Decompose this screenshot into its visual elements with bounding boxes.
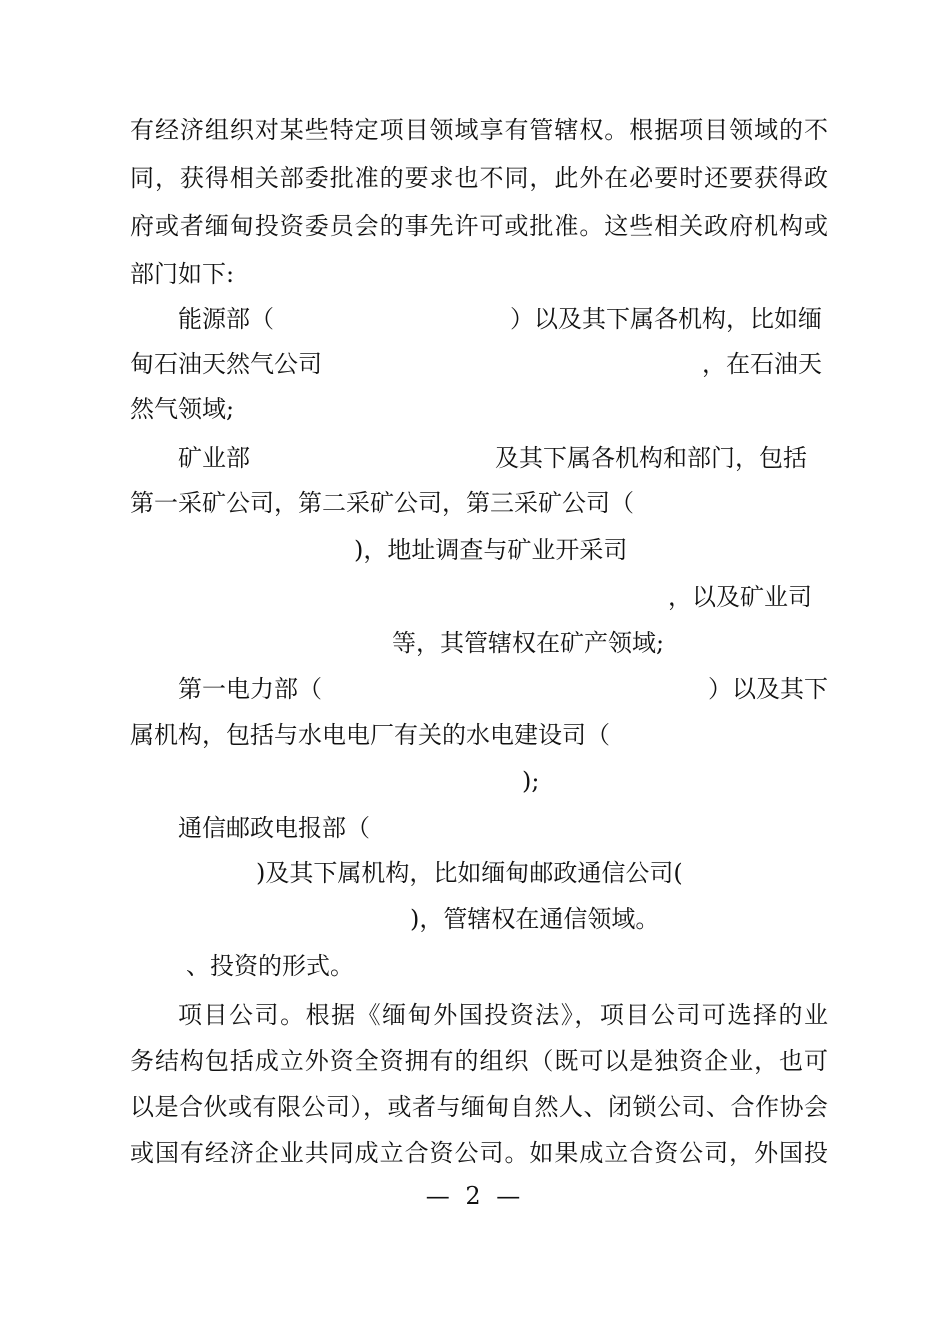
paragraph-line: 然气领域; (130, 395, 235, 423)
text-segment: 、投资的形式。 (186, 952, 354, 980)
text-segment: 等，其管辖权在矿产领域; (392, 629, 665, 657)
paragraph-line: 以是合伙或有限公司），或者与缅甸自然人、闭锁公司、合作协会 (130, 1093, 828, 1121)
paragraph-line: 属机构，包括与水电电厂有关的水电建设司（ (130, 721, 610, 749)
paragraph-line (130, 621, 828, 665)
paragraph-line (130, 342, 828, 386)
text-segment: ，以及矿业司 (668, 583, 812, 611)
text-segment: 甸石油天然气公司 (130, 350, 322, 378)
paragraph-line (130, 528, 828, 572)
paragraph-line: 第一采矿公司，第二采矿公司，第三采矿公司（ (130, 489, 634, 517)
paragraph-line: 务结构包括成立外资全资拥有的组织（既可以是独资企业，也可 (130, 1047, 828, 1075)
paragraph-line (130, 806, 828, 850)
paragraph-line (130, 297, 828, 341)
text-segment: ）以及其下属各机构，比如缅 (510, 305, 822, 333)
paragraph-line (130, 575, 828, 619)
paragraph-line: 或国有经济企业共同成立合资公司。如果成立合资公司，外国投 (130, 1139, 828, 1167)
paragraph-line: 有经济组织对某些特定项目领域享有管辖权。根据项目领域的不 (130, 116, 828, 144)
paragraph-line (130, 759, 828, 803)
text-segment: 及其下属各机构和部门，包括 (495, 444, 807, 472)
text-segment: 能源部（ (178, 305, 274, 333)
text-segment: ）以及其下 (708, 675, 828, 703)
paragraph-line (130, 851, 828, 895)
text-segment: 通信邮政电报部（ (178, 814, 370, 842)
paragraph-line (130, 667, 828, 711)
paragraph-line: 部门如下: (130, 260, 235, 288)
page-number: — 2 — (425, 1182, 525, 1210)
text-segment: 第一电力部（ (178, 675, 322, 703)
text-segment: )及其下属机构，比如缅甸邮政通信公司( (256, 859, 683, 887)
text-segment: ); (522, 767, 540, 795)
paragraph-line (130, 436, 828, 480)
text-segment: 矿业部 (178, 444, 250, 472)
text-segment: )，地址调查与矿业开采司 (354, 536, 628, 564)
paragraph-line: 府或者缅甸投资委员会的事先许可或批准。这些相关政府机构或 (130, 212, 828, 240)
paragraph-line (130, 944, 828, 988)
text-segment: ，在石油天 (702, 350, 822, 378)
paragraph-line: 项目公司。根据《缅甸外国投资法》，项目公司可选择的业 (178, 1001, 828, 1029)
paragraph-line (130, 897, 828, 941)
text-segment: )，管辖权在通信领域。 (410, 905, 660, 933)
paragraph-line: 同，获得相关部委批准的要求也不同，此外在必要时还要获得政 (130, 164, 828, 192)
